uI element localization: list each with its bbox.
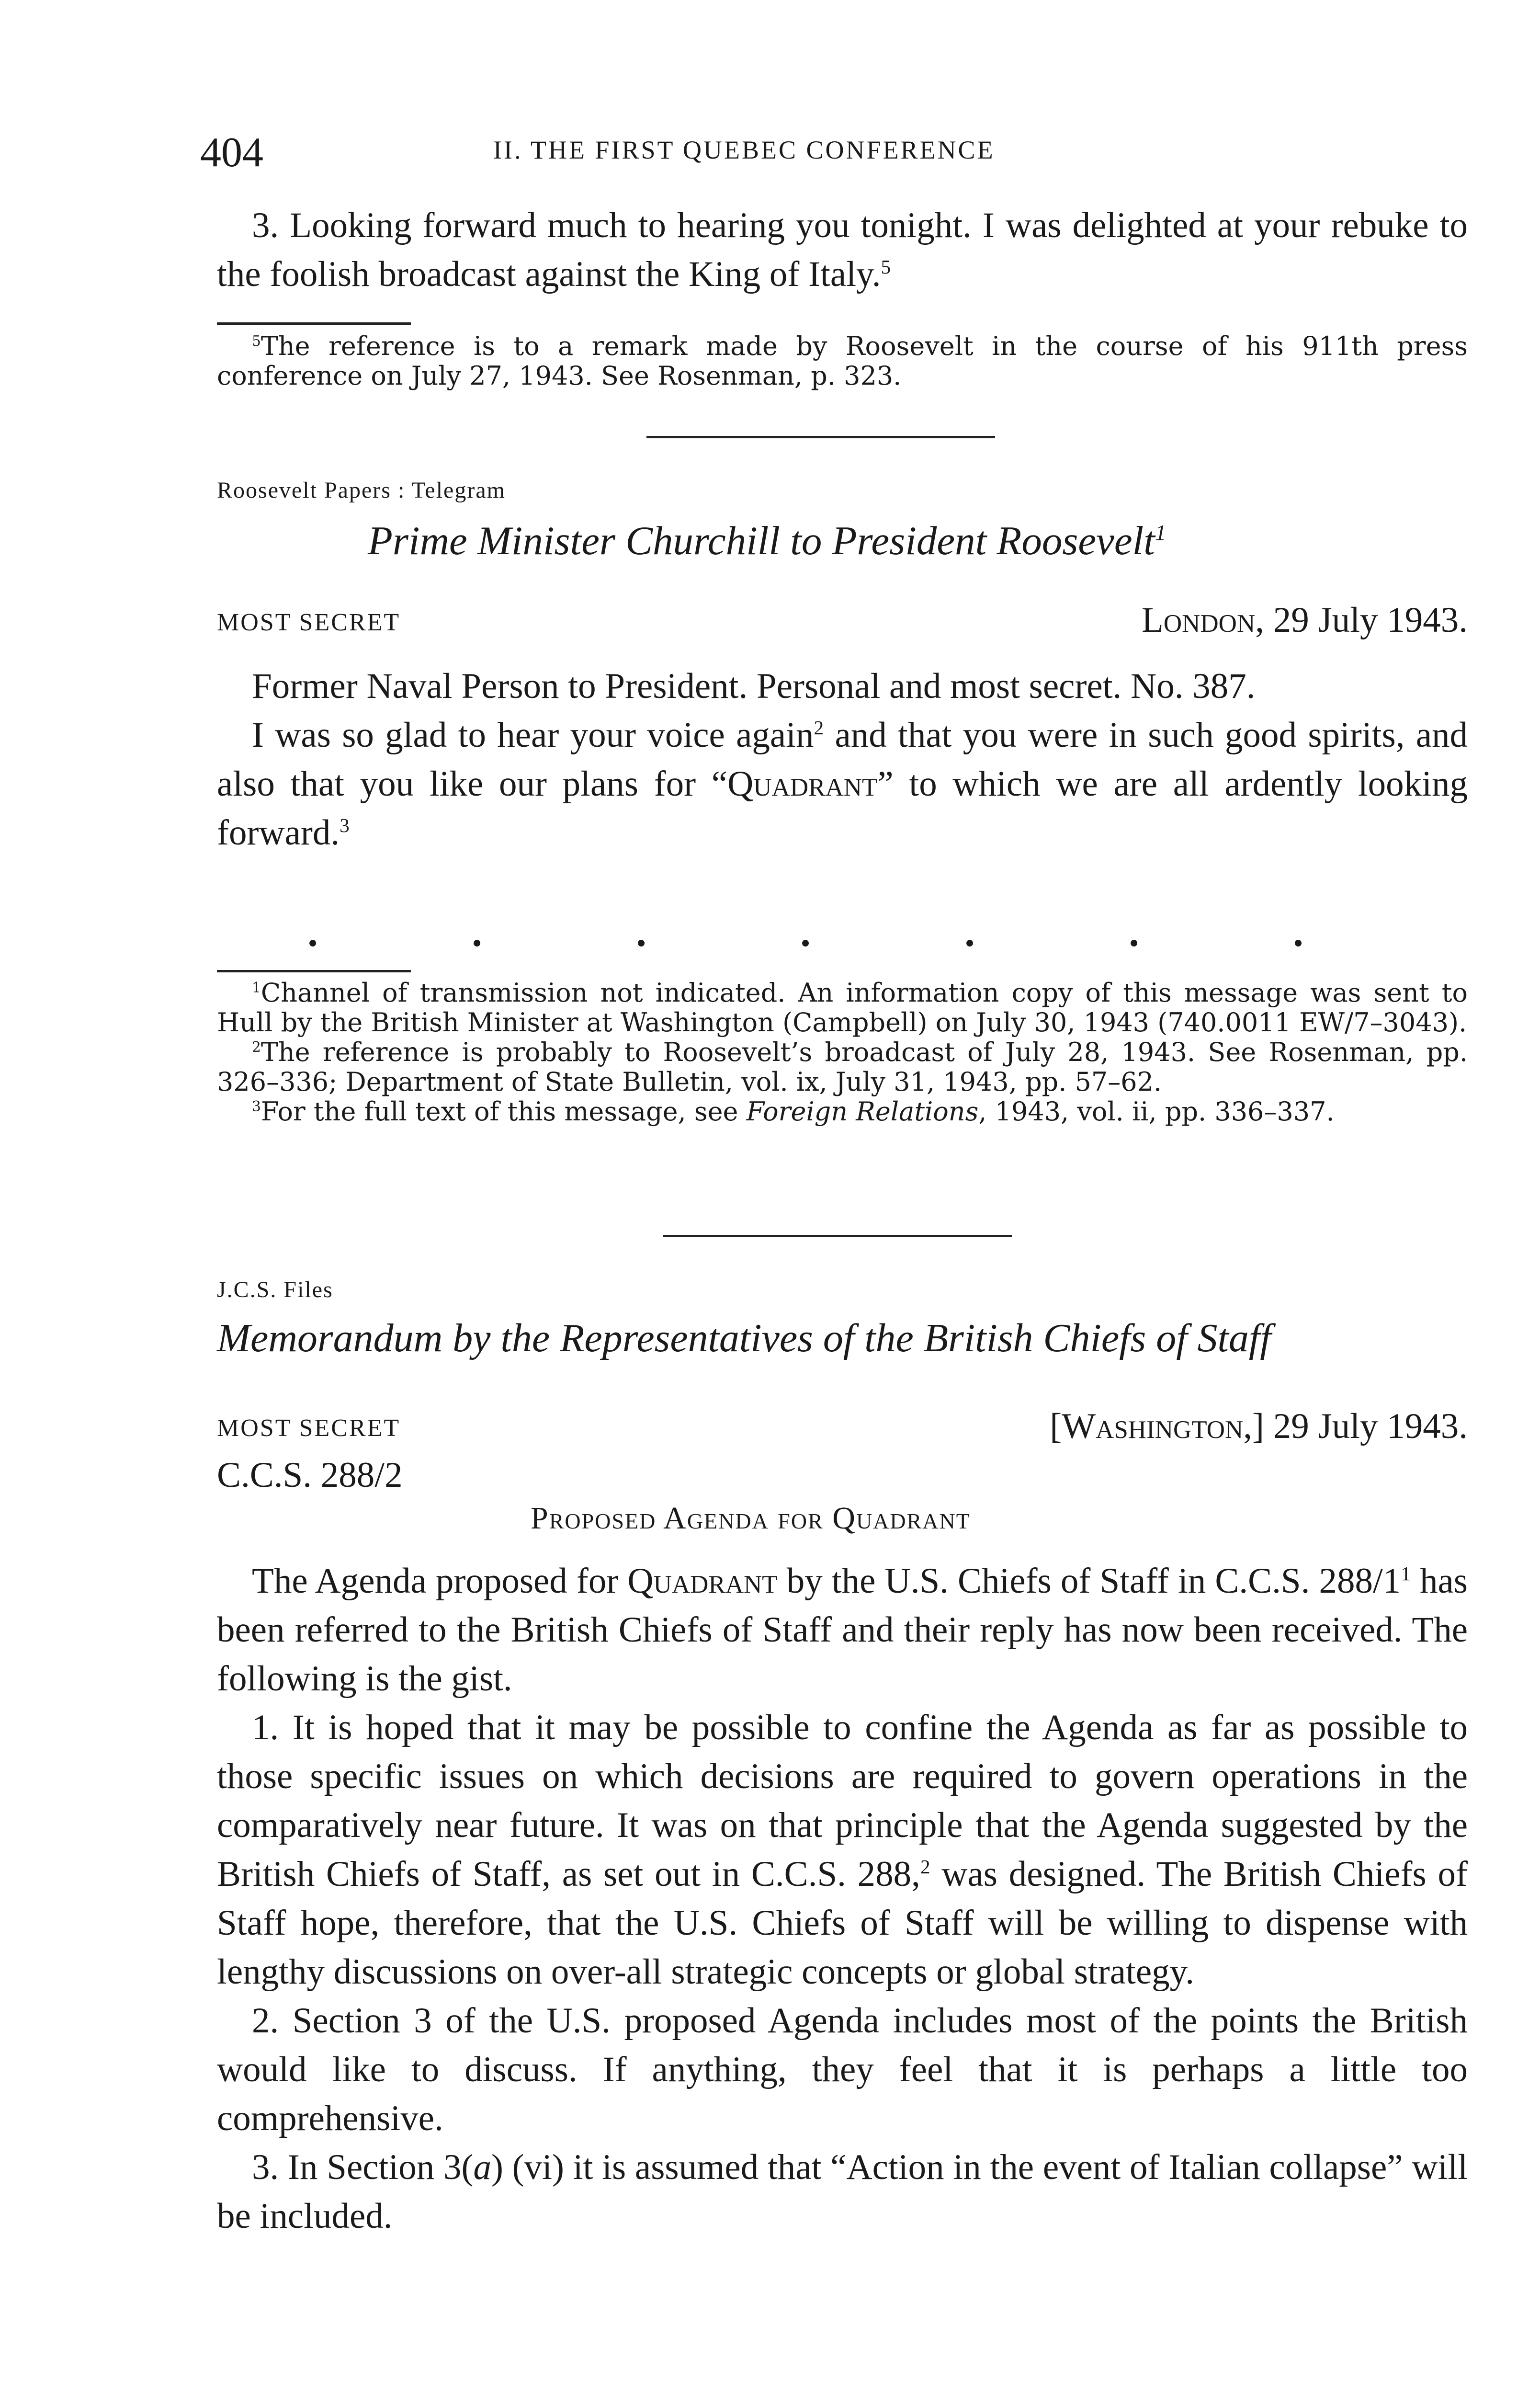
document-title: Memorandum by the Representatives of the British Chiefs of Staff <box>217 1316 1271 1360</box>
page-number: 404 <box>200 129 263 176</box>
footnote-2: $^2$The reference is probably to Roosevelt’s broadcast of July 28, 1943. See Rosenman, pp. 326–336; Department of State Bulletin, vol. ix, July 31, 1943, pp. 57–62. <box>217 1037 1468 1097</box>
memorandum-paragraph-2: 2. Section 3 of the U.S. proposed Agenda includes most of the points the British would like to discuss. If anything, they feel that it is perhaps a little too comprehensive. <box>217 2001 1468 2138</box>
document-source: Roosevelt Papers : Telegram <box>217 478 506 503</box>
telegram-body <box>217 662 1468 857</box>
document-1-footnotes <box>217 978 1468 1127</box>
footnote-3: $^3$For the full text of this message, see Foreign Relations, 1943, vol. ii, pp. 336–337. <box>252 1096 1335 1127</box>
footnote-rule <box>217 970 411 972</box>
section-divider <box>663 1235 1012 1237</box>
omission-ellipsis: . . . . . . . <box>306 912 1311 955</box>
memorandum-intro: The Agenda proposed for Quadrant by the U.S. Chiefs of Staff in C.C.S. $288/1^1$ has been referred to the British Chiefs of Staff and their reply has now been received. The following is the gist. <box>217 1561 1468 1699</box>
footnote-rule <box>217 322 411 325</box>
section-divider <box>646 436 995 438</box>
telegram-paragraph-2: I was so glad to hear your voice again$^2$ and that you were in such good spirits, and also that you like our plans for “Quadrant” to which we are all ardently looking forward.$^3$ <box>217 715 1468 853</box>
memorandum-subject: Proposed Agenda for Quadrant <box>531 1501 971 1536</box>
classification-label: MOST SECRET <box>217 609 401 636</box>
dateline: [Washington,] 29 July 1943. <box>1050 1406 1468 1446</box>
dateline: London, 29 July 1943. <box>1142 600 1468 640</box>
memorandum-body <box>217 1557 1468 2241</box>
document-reference: C.C.S. 288/2 <box>217 1455 403 1495</box>
document-source: J.C.S. Files <box>217 1277 333 1302</box>
document-title: Prime Minister Churchill to President Roosevelt$^1$ <box>368 518 1166 563</box>
telegram-paragraph-1: Former Naval Person to President. Personal and most secret. No. 387. <box>252 666 1256 706</box>
footnote-5: $^5$The reference is to a remark made by Roosevelt in the course of his 911th press conference on July 27, 1943. See Rosenman, p. 323. <box>217 331 1468 391</box>
footnote-1: $^1$Channel of transmission not indicated. An information copy of this message was sent to Hull by the British Minister at Washington (Campbell) on July 30, 1943 (740.0011 EW/7–3043). <box>217 978 1468 1038</box>
classification-label: MOST SECRET <box>217 1414 401 1442</box>
continuation-paragraph: 3. Looking forward much to hearing you tonight. I was delighted at your rebuke to the foolish broadcast against the King of Italy.$^5$ <box>217 205 1468 294</box>
memorandum-paragraph-3: 3. In Section 3(a) (vi) it is assumed that “Action in the event of Italian collapse” will be included. <box>217 2147 1468 2236</box>
memorandum-paragraph-1: 1. It is hoped that it may be possible to confine the Agenda as far as possible to those specific issues on which decisions are required to govern operations in the comparatively near future. It was on that principle that the Agenda suggested by the British Chiefs of Staff, as set out in C.C.S. 288,$^2$ was designed. The British Chiefs of Staff hope, therefore, that the U.S. Chiefs of Staff will be willing to dispense with lengthy discussions on over-all strategic concepts or global strategy. <box>217 1708 1468 1992</box>
running-title: II. THE FIRST QUEBEC CONFERENCE <box>493 136 995 164</box>
